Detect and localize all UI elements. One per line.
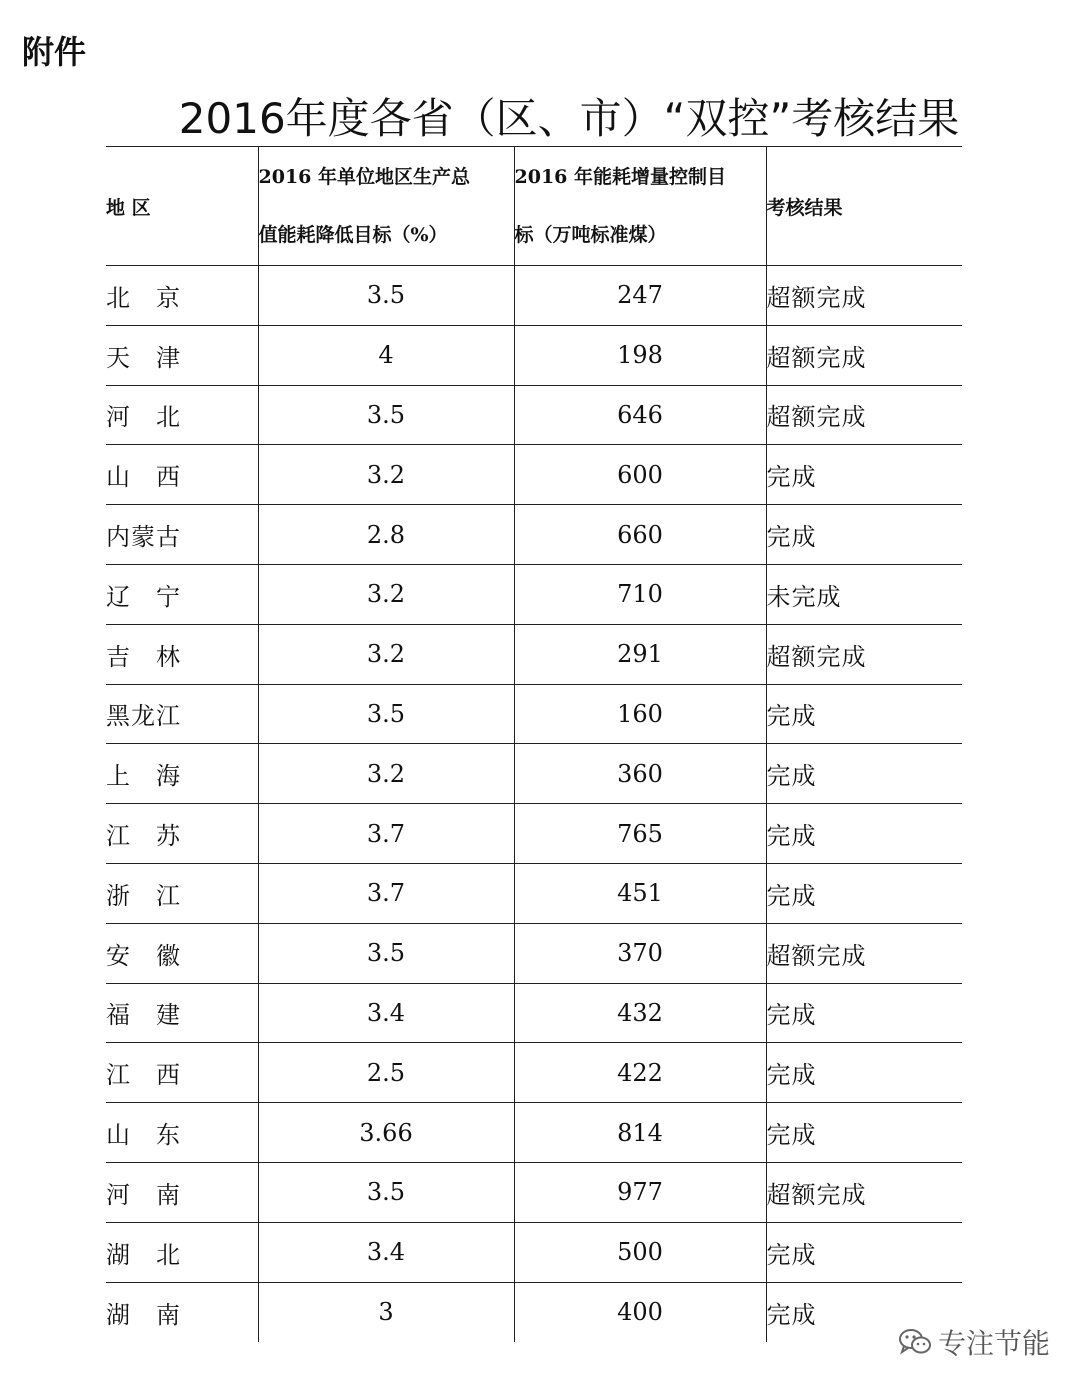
- result-cell: 完成: [766, 863, 962, 923]
- intensity-target-cell: 3.7: [258, 804, 514, 864]
- intensity-target-cell: 3.5: [258, 1162, 514, 1222]
- wechat-icon: [898, 1327, 932, 1357]
- table-row: [106, 624, 962, 684]
- region-cell: 天 津: [106, 325, 258, 385]
- increment-target-cell: 360: [514, 744, 766, 804]
- intensity-target-cell: 3.66: [258, 1103, 514, 1163]
- header-increment-line1: 2016 年能耗增量控制目: [514, 166, 726, 188]
- result-cell: 超额完成: [766, 266, 962, 326]
- region-cell: 内蒙古: [106, 505, 258, 565]
- result-cell: 超额完成: [766, 923, 962, 983]
- increment-target-cell: 370: [514, 923, 766, 983]
- table-row: [106, 684, 962, 744]
- header-intensity-line1: 2016 年单位地区生产总: [258, 166, 470, 188]
- intensity-target-cell: 2.5: [258, 1043, 514, 1103]
- region-cell: 辽 宁: [106, 564, 258, 624]
- table-row: [106, 983, 962, 1043]
- region-cell: 浙 江: [106, 863, 258, 923]
- table-row: [106, 385, 962, 445]
- region-cell: 山 东: [106, 1103, 258, 1163]
- increment-target-cell: 422: [514, 1043, 766, 1103]
- result-cell: 完成: [766, 1282, 962, 1342]
- increment-target-cell: 247: [514, 266, 766, 326]
- table-row: [106, 325, 962, 385]
- intensity-target-cell: 3.2: [258, 564, 514, 624]
- increment-target-cell: 160: [514, 684, 766, 744]
- region-cell: 河 北: [106, 385, 258, 445]
- intensity-target-cell: 3.2: [258, 624, 514, 684]
- region-cell: 安 徽: [106, 923, 258, 983]
- intensity-target-cell: 2.8: [258, 505, 514, 565]
- result-cell: 完成: [766, 684, 962, 744]
- watermark: [898, 1322, 1050, 1362]
- header-increment-line2: 标（万吨标准煤）: [514, 224, 667, 246]
- increment-target-cell: 432: [514, 983, 766, 1043]
- table-row: [106, 1103, 962, 1163]
- increment-target-cell: 600: [514, 445, 766, 505]
- table-row: [106, 505, 962, 565]
- region-cell: 湖 南: [106, 1300, 181, 1329]
- region-cell: 吉 林: [106, 624, 258, 684]
- intensity-target-cell: 4: [258, 325, 514, 385]
- table-row: [106, 863, 962, 923]
- header-intensity-target: [258, 147, 514, 266]
- result-cell: 完成: [766, 983, 962, 1043]
- result-cell: 超额完成: [766, 1162, 962, 1222]
- table-row: [106, 1043, 962, 1103]
- header-row: [106, 147, 962, 266]
- region-cell: 北 京: [106, 266, 258, 326]
- result-cell: 未完成: [766, 564, 962, 624]
- result-cell: 完成: [766, 1222, 962, 1282]
- intensity-target-cell: 3.5: [258, 684, 514, 744]
- increment-target-cell: 291: [514, 624, 766, 684]
- page-title: 2016年度各省（区、市）“双控”考核结果: [178, 94, 960, 143]
- table-row: [106, 564, 962, 624]
- increment-target-cell: 646: [514, 385, 766, 445]
- intensity-target-cell: 3.7: [258, 863, 514, 923]
- intensity-target-cell: 3.4: [258, 1222, 514, 1282]
- result-cell: 完成: [766, 505, 962, 565]
- result-cell: 完成: [766, 1103, 962, 1163]
- result-cell: 超额完成: [766, 385, 962, 445]
- result-cell: 完成: [766, 744, 962, 804]
- header-result: 考核结果: [766, 147, 962, 266]
- intensity-target-cell: 3.2: [258, 744, 514, 804]
- table-row: [106, 923, 962, 983]
- region-cell: 湖 北: [106, 1222, 258, 1282]
- region-cell: 山 西: [106, 445, 258, 505]
- increment-target-cell: 814: [514, 1103, 766, 1163]
- increment-target-cell: 977: [514, 1162, 766, 1222]
- increment-target-cell: 660: [514, 505, 766, 565]
- intensity-target-cell: 3: [258, 1282, 514, 1342]
- table-row: [106, 266, 962, 326]
- header-region: 地 区: [106, 147, 258, 266]
- header-increment-target: [514, 147, 766, 266]
- table-row: [106, 1162, 962, 1222]
- result-cell: 完成: [766, 804, 962, 864]
- region-cell: 上 海: [106, 744, 258, 804]
- result-cell: 完成: [766, 445, 962, 505]
- table-row: [106, 804, 962, 864]
- result-cell: 超额完成: [766, 624, 962, 684]
- increment-target-cell: 710: [514, 564, 766, 624]
- attachment-label: 附件: [22, 33, 87, 71]
- intensity-target-cell: 3.5: [258, 385, 514, 445]
- region-cell: 江 西: [106, 1043, 258, 1103]
- increment-target-cell: 765: [514, 804, 766, 864]
- table-row: [106, 744, 962, 804]
- result-cell: 超额完成: [766, 325, 962, 385]
- table-row: [106, 445, 962, 505]
- region-cell: 河 南: [106, 1162, 258, 1222]
- table-row: [106, 1282, 962, 1342]
- increment-target-cell: 400: [514, 1282, 766, 1342]
- intensity-target-cell: 3.5: [258, 923, 514, 983]
- increment-target-cell: 451: [514, 863, 766, 923]
- watermark-text: 专注节能: [938, 1327, 1051, 1360]
- increment-target-cell: 198: [514, 325, 766, 385]
- result-cell: 完成: [766, 1043, 962, 1103]
- region-cell: 江 苏: [106, 804, 258, 864]
- table-row: [106, 1222, 962, 1282]
- results-table: [106, 146, 962, 1342]
- header-intensity-line2: 值能耗降低目标（%）: [258, 224, 448, 246]
- intensity-target-cell: 3.4: [258, 983, 514, 1043]
- region-cell: 福 建: [106, 983, 258, 1043]
- increment-target-cell: 500: [514, 1222, 766, 1282]
- intensity-target-cell: 3.2: [258, 445, 514, 505]
- region-cell: 黑龙江: [106, 684, 258, 744]
- intensity-target-cell: 3.5: [258, 266, 514, 326]
